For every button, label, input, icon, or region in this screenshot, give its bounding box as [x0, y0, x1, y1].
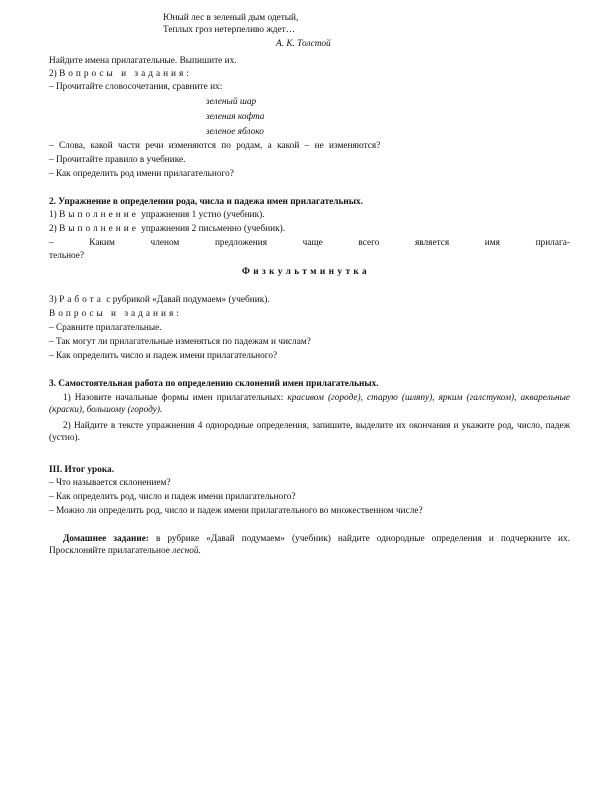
summary-heading: III. Итог урока.: [49, 465, 115, 475]
task-homogeneous-definitions: 2) Найдите в тексте упражнения 4 однородные определения, запишите, выделите их окончания и укажите род, число, падеж (устно).: [49, 421, 570, 443]
exercise-item-1: 1) Выполнение упражнения 1 устно (учебник).: [49, 210, 265, 220]
section-heading-exercise: 2. Упражнение в определении рода, числа и падежа имен прилагательных.: [49, 197, 363, 207]
fizminutka-heading: Физкультминутка: [241, 267, 371, 277]
phrase-item: зеленое яблоко: [206, 127, 264, 137]
work-with-rubric: 3) Работа с рубрикой «Давай подумаем» (учебник).: [49, 295, 270, 305]
poem-line-1: Юный лес в зеленый дым одетый,: [163, 13, 299, 23]
question-sentence-member: – Каким членом предложения чаще всего является имя прилага-: [49, 238, 570, 248]
questions-heading-2: Вопросы и задания:: [49, 309, 182, 319]
exercise-item-2: 2) Выполнение упражнения 2 письменно (учебник).: [49, 224, 286, 234]
question-compare-adjectives: – Сравните прилагательные.: [49, 323, 162, 333]
question-declension: – Что называется склонением?: [49, 478, 171, 488]
question-define-number-case: – Как определить число и падеж имени прилагательного?: [49, 351, 278, 361]
homework-paragraph: Домашнее задание: в рубрике «Давай подумаем» (учебник) найдите однородные определения и подчеркните их. Просклоняйте прилагательное лесной.: [49, 534, 570, 556]
questions-heading: 2) Вопросы и задания:: [49, 69, 192, 79]
question-read-rule: – Прочитайте правило в учебнике.: [49, 155, 186, 165]
question-compare-phrases: – Прочитайте словосочетания, сравните их:: [49, 82, 223, 92]
question-sentence-member-end: тельное?: [49, 251, 85, 261]
poem-line-2: Теплых гроз нетерпеливо ждет…: [163, 25, 295, 35]
question-change-cases: – Так могут ли прилагательные изменяться по падежам и числам?: [49, 337, 311, 347]
phrase-item: зеленая кофта: [206, 112, 265, 122]
poem-author: А. К. Толстой: [276, 39, 331, 49]
question-define-gender: – Как определить род имени прилагательного?: [49, 169, 234, 179]
question-plural: – Можно ли определить род, число и падеж имени прилагательного во множественном числе?: [49, 506, 423, 516]
question-part-of-speech: – Слова, какой части речи изменяются по родам, а какой – не изменяются?: [49, 141, 381, 151]
phrase-item: зеленый шар: [206, 97, 257, 107]
section-heading-independent: 3. Самостоятельная работа по определению склонений имен прилагательных.: [49, 379, 379, 389]
question-define-all: – Как определить род, число и падеж имени прилагательного?: [49, 492, 296, 502]
task-initial-forms: 1) Назовите начальные формы имен прилагательных: красивом (городе), старую (шляпу), ярким (галстуком), акварельные (краски), большому (городу).: [49, 393, 570, 415]
task-find-adjectives: Найдите имена прилагательные. Выпишите их.: [49, 56, 237, 66]
